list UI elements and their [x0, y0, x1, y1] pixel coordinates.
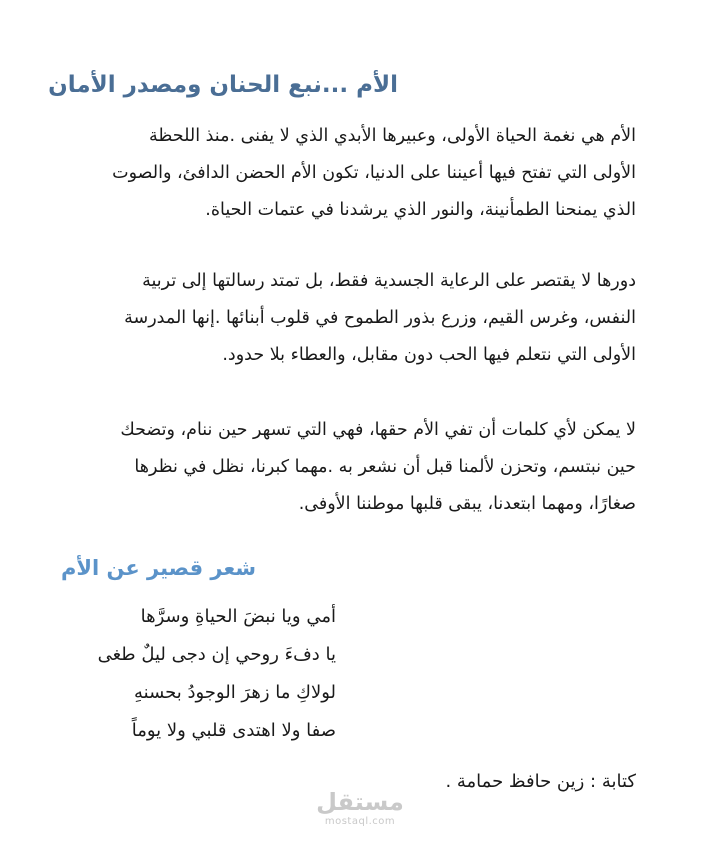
poem-title: شعر قصير عن الأم — [60, 556, 256, 580]
article-title: الأم ...نبع الحنان ومصدر الأمان — [48, 72, 398, 98]
paragraph-line: الأولى التي تفتح فيها أعيننا على الدنيا، تكون الأم الحضن الدافئ، والصوت — [112, 163, 636, 183]
author-credit: كتابة : زين حافظ حمامة . — [445, 771, 636, 792]
poem-line: صفا ولا اهتدى قلبي ولا يوماً — [131, 720, 336, 741]
paragraph-intro — [76, 118, 636, 229]
paragraph-line: الذي يمنحنا الطمأنينة، والنور الذي يرشدنا في عتمات الحياة. — [205, 200, 636, 220]
paragraph-line: دورها لا يقتصر على الرعاية الجسدية فقط، بل تمتد رسالتها إلى تربية — [142, 271, 636, 291]
paragraph-line: الأولى التي نتعلم فيها الحب دون مقابل، والعطاء بلا حدود. — [222, 345, 636, 365]
poem-line: أمي ويا نبضَ الحياةِ وسرَّها — [140, 606, 336, 627]
paragraph-line: صغارًا، ومهما ابتعدنا، يبقى قلبها موطننا الأوفى. — [298, 494, 636, 514]
paragraph-role — [76, 263, 636, 374]
paragraph-line: الأم هي نغمة الحياة الأولى، وعبيرها الأبدي الذي لا يفنى .منذ اللحظة — [149, 126, 636, 146]
paragraph-gratitude — [76, 412, 636, 523]
poem-line: لولاكِ ما زهرَ الوجودُ بحسنهِ — [133, 682, 336, 703]
watermark-logo: مستقل — [316, 788, 404, 816]
paragraph-line: حين نبتسم، وتحزن لألمنا قبل أن نشعر به .مهما كبرنا، نظل في نظرها — [134, 457, 636, 477]
mostaql-watermark — [310, 788, 410, 828]
paragraph-line: لا يمكن لأي كلمات أن تفي الأم حقها، فهي التي تسهر حين ننام، وتضحك — [120, 420, 636, 440]
poem-line: يا دفءَ روحي إن دجى ليلٌ طغى — [97, 644, 336, 665]
poem-verses — [98, 598, 336, 750]
paragraph-line: النفس، وغرس القيم، وزرع بذور الطموح في قلوب أبنائها .إنها المدرسة — [124, 308, 636, 328]
watermark-url: mostaql.com — [324, 816, 396, 827]
